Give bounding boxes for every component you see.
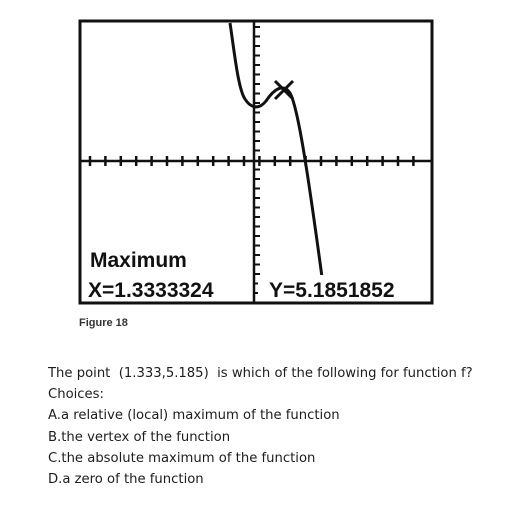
x-readout: X=1.3333324: [88, 279, 214, 302]
choice-a[interactable]: A.a relative (local) maximum of the function: [48, 408, 340, 424]
y-readout: Y=5.1851852: [269, 279, 395, 302]
choice-b[interactable]: B.the vertex of the function: [48, 429, 231, 445]
choice-d[interactable]: D.a zero of the function: [48, 472, 204, 488]
question-block: [48, 363, 488, 490]
choice-c[interactable]: C.the absolute maximum of the function: [48, 450, 316, 466]
question-prompt: The point (1.333,5.185) is which of the following for function f?: [48, 366, 473, 381]
figure-caption: Figure 18: [79, 317, 128, 329]
choices-label: Choices:: [48, 387, 104, 403]
mode-label: Maximum: [90, 249, 187, 272]
calculator-screen: [78, 19, 434, 305]
